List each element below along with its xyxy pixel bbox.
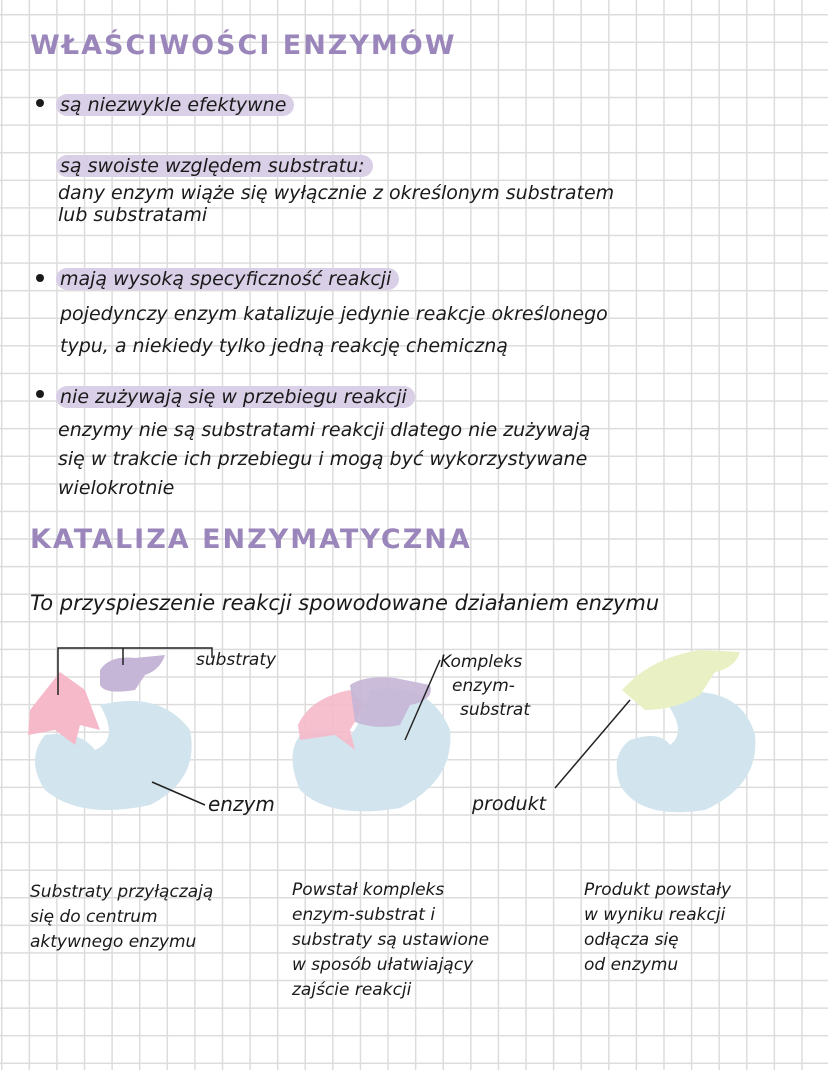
body-line: pojedynczy enzym katalizuje jedynie reakcje określonego xyxy=(60,303,608,325)
body-line: się w trakcie ich przebiegu i mogą być wykorzystywane xyxy=(58,448,588,470)
property-body xyxy=(60,298,608,362)
property-heading: są swoiste względem substratu: xyxy=(56,155,373,177)
enzyme-diagram xyxy=(0,630,828,850)
caption-line: odłącza się xyxy=(584,930,679,950)
definition: To przyspieszenie reakcji spowodowane działaniem enzymu xyxy=(30,591,660,615)
label-line: enzym- xyxy=(452,676,515,696)
bullet xyxy=(36,390,44,398)
enzyme-shape xyxy=(617,692,756,812)
property-heading: mają wysoką specyficzność reakcji xyxy=(56,268,399,290)
substrate-purple xyxy=(100,655,165,692)
caption-stage-2 xyxy=(292,878,489,1003)
body-line: wielokrotnie xyxy=(58,477,175,499)
property-heading: nie zużywają się w przebiegu reakcji xyxy=(56,386,415,408)
caption-line: w wyniku reakcji xyxy=(584,905,726,925)
caption-stage-3 xyxy=(584,878,731,978)
label-complex xyxy=(440,650,530,722)
caption-line: zajście reakcji xyxy=(292,980,412,1000)
body-line: lub substratami xyxy=(58,204,208,226)
caption-line: Powstał kompleks xyxy=(292,880,445,900)
caption-line: w sposób ułatwiający xyxy=(292,955,474,975)
bullet xyxy=(36,99,44,107)
label-line: substrat xyxy=(460,700,531,720)
label-product: produkt xyxy=(472,793,547,815)
body-line: dany enzym wiąże się wyłącznie z określonym substratem xyxy=(58,182,615,204)
label-substrates: substraty xyxy=(196,650,277,670)
caption-line: enzym-substrat i xyxy=(292,905,436,925)
label-enzyme: enzym xyxy=(208,792,275,816)
bullet xyxy=(36,274,44,282)
caption-line: Produkt powstały xyxy=(584,880,732,900)
caption-stage-1 xyxy=(30,880,213,955)
section-title-catalysis: KATALIZA ENZYMATYCZNA xyxy=(30,524,472,555)
property-heading: są niezwykle efektywne xyxy=(56,94,294,116)
label-line: Kompleks xyxy=(440,652,523,672)
property-body xyxy=(58,182,614,226)
caption-line: od enzymu xyxy=(584,955,679,975)
section-title-properties: WŁAŚCIWOŚCI ENZYMÓW xyxy=(30,30,457,61)
caption-line: się do centrum xyxy=(30,907,158,927)
caption-line: Substraty przyłączają xyxy=(30,882,214,902)
body-line: typu, a niekiedy tylko jedną reakcję chemiczną xyxy=(60,335,508,357)
caption-line: substraty są ustawione xyxy=(292,930,490,950)
property-body xyxy=(58,416,591,503)
caption-line: aktywnego enzymu xyxy=(30,932,197,952)
body-line: enzymy nie są substratami reakcji dlatego nie zużywają xyxy=(58,419,591,441)
substrate-pink xyxy=(28,672,100,745)
